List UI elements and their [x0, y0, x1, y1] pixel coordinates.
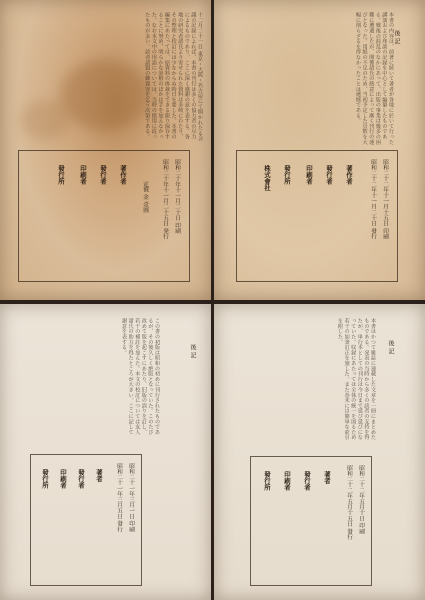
colophon-line: 印刷者: [79, 165, 87, 185]
colophon-line: 著者: [95, 469, 103, 482]
colophon-line: 昭和二十一年三月五日 發行: [116, 463, 122, 532]
colophon-box: [30, 454, 142, 586]
colophon-line: 昭和二十二年五月十日 印刷: [358, 465, 364, 534]
colophon-box: [18, 150, 190, 282]
colophon-line: 昭和二十二年十一月十五日 印刷: [382, 159, 388, 240]
page-bottom-right: [214, 304, 425, 600]
colophon-line: 印刷者: [305, 165, 313, 185]
colophon-line: 發行者: [77, 469, 85, 489]
page-heading: 後記: [387, 340, 394, 356]
colophon-line: 發行所: [263, 471, 271, 491]
colophon-line: 發行所: [57, 165, 65, 185]
colophon-line: 發行所: [283, 165, 291, 185]
body-text: 十二月二十一日 東京・大阪・名古屋にて開かれたる会議の記録によれば、本書の刊行は多くの協力者の尽力によるものであり、ここに深く感謝の意を表する。各地の研究者諸氏より寄せられた資料は多岐にわたり、その整理と校訂には少なからぬ時日を要した。本書の編集にあたっては、原資料の体裁をできる限り保存することに努め、明らかな誤植のほかは手を加えなかった。なお本文中の用語については、当時の慣用に従ったものが多い。読者諸賢の御寛容を乞う次第である。: [144, 12, 203, 141]
colophon-line: 株式會社: [263, 165, 271, 191]
body-text: この書の初版は昭和の初めに刊行されたものであるが、その後久しく絶版となっていた。このたび改めて版を起こすにあたり、旧版の誤りを訂し、若干の補註を加えた。本文の校訂については友人諸氏の助力を得たところが大きい。ここに記して謝意を表する。: [121, 318, 160, 435]
page-seam: [0, 300, 425, 304]
colophon-line: 發行者: [303, 471, 311, 491]
page-top-left: [0, 0, 211, 300]
colophon-line: 著者: [323, 471, 331, 484]
colophon-line: 發行所: [41, 469, 49, 489]
colophon-box: [236, 150, 398, 282]
colophon-line: 印刷者: [59, 469, 67, 489]
colophon-line: 昭和二十二年五月十五日 發行: [346, 465, 352, 540]
page-heading: 後記: [393, 30, 400, 46]
colophon-line: 昭和二十二年十一月二十日 發行: [370, 159, 376, 240]
colophon-box: [250, 456, 372, 586]
page-bottom-left: [0, 304, 211, 600]
colophon-line: 昭和二十一年三月一日 印刷: [128, 463, 134, 532]
colophon-line: 昭和二十年十一月二十五日 発行: [162, 159, 168, 240]
body-text: 本書はかつて雑誌に連載した文章を一冊にまとめたものである。発表の当時から多くの読者の支持を得たが、単行本としての刊行は今日まで延び延びになっていた。収録にあたっては全体の統一を図るため若干の加筆訂正を施した。また巻末には簡単な索引を附した。: [337, 318, 376, 440]
colophon-line: 定價 金 壹圓: [142, 181, 148, 213]
colophon-line: 著作者: [119, 165, 127, 185]
page-heading: 後記: [189, 344, 196, 360]
colophon-line: 印刷者: [283, 471, 291, 491]
colophon-line: 昭和二十年十一月二十日 印刷: [174, 159, 180, 234]
colophon-line: 發行者: [325, 165, 333, 185]
colophon-line: 著作者: [345, 165, 353, 185]
colophon-line: 發行者: [99, 165, 107, 185]
body-text: 本書の内容は、前著に続いて著者が各地に於いて行った講演および座談の記録を中心として編纂したものである。戦後の混乱のなかにあって、出版の事業は幾多の困難に遭遇したが、関係諸氏の熱意によって漸く刊行の運びとなった。用紙の不足のため、当初予定した頁数を大幅に削らざるを得なかったことは遺憾である。: [355, 12, 394, 145]
page-top-right: [214, 0, 425, 300]
